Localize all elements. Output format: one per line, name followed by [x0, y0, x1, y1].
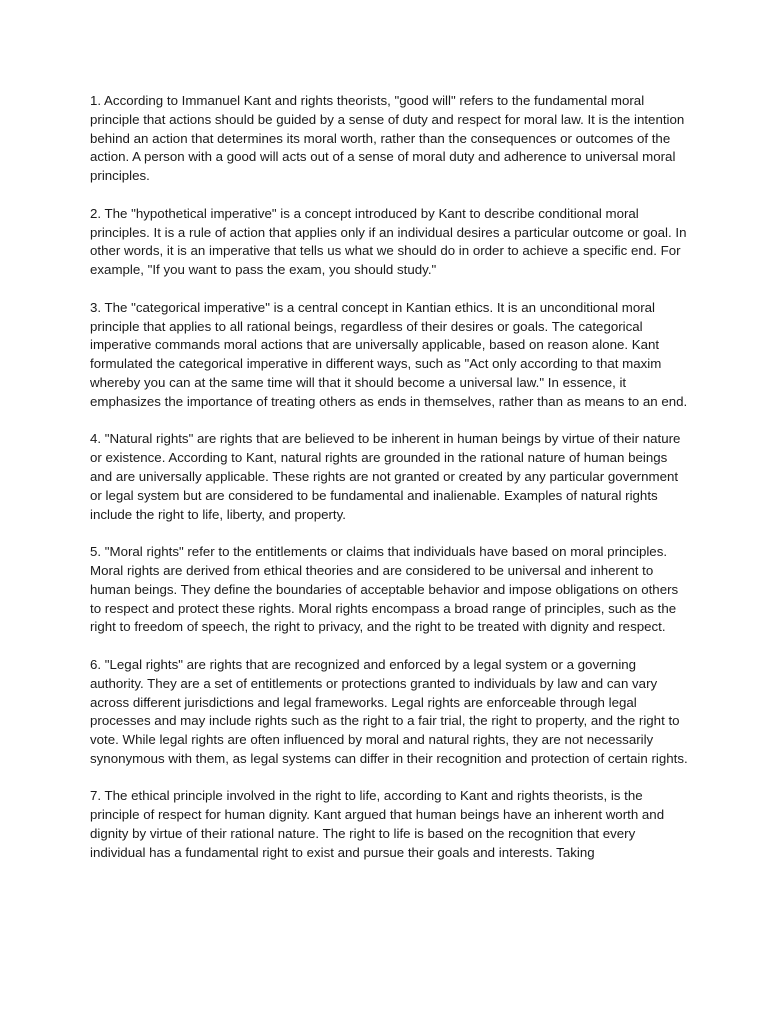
document-page: [90, 92, 690, 881]
paragraph-2: 2. The "hypothetical imperative" is a concept introduced by Kant to describe conditional moral principles. It is a rule of action that applies only if an individual desires a particular outcome or goal. In other words, it is an imperative that tells us what we should do in order to achieve a specific end. For example, "If you want to pass the exam, you should study.": [90, 205, 687, 278]
paragraph-5: 5. "Moral rights" refer to the entitlements or claims that individuals have based on moral principles. Moral rights are derived from ethical theories and are considered to be universal and inherent to human beings. They define the boundaries of acceptable behavior and impose obligations on others to respect and protect these rights. Moral rights encompass a broad range of principles, such as the right to freedom of speech, the right to privacy, and the right to be treated with dignity and respect.: [90, 544, 679, 635]
paragraph-4: 4. "Natural rights" are rights that are believed to be inherent in human beings by virtue of their nature or existence. According to Kant, natural rights are grounded in the rational nature of human beings and are universally applicable. These rights are not granted or created by any particular government or legal system but are considered to be fundamental and inalienable. Examples of natural rights include the right to life, liberty, and property.: [90, 431, 681, 522]
paragraph-6: 6. "Legal rights" are rights that are recognized and enforced by a legal system or a governing authority. They are a set of entitlements or protections granted to individuals by law and can vary across different jurisdictions and legal frameworks. Legal rights are enforceable through legal processes and may include rights such as the right to a fair trial, the right to property, and the right to vote. While legal rights are often influenced by moral and natural rights, they are not necessarily synonymous with them, as legal systems can differ in their recognition and protection of certain rights.: [90, 656, 688, 766]
paragraph-3: 3. The "categorical imperative" is a central concept in Kantian ethics. It is an unconditional moral principle that applies to all rational beings, regardless of their desires or goals. The categorical imperative commands moral actions that are universally applicable, based on reason alone. Kant formulated the categorical imperative in different ways, such as "Act only according to that maxim whereby you can at the same time will that it should become a universal law." In essence, it emphasizes the importance of treating others as ends in themselves, rather than as means to an end.: [90, 299, 688, 409]
paragraph-1: 1. According to Immanuel Kant and rights theorists, "good will" refers to the fundamental moral principle that actions should be guided by a sense of duty and respect for moral law. It is the intention behind an action that determines its moral worth, rather than the consequences or outcomes of the action. A person with a good will acts out of a sense of moral duty and adherence to universal moral principles.: [90, 93, 685, 184]
paragraph-7: 7. The ethical principle involved in the right to life, according to Kant and rights theorists, is the principle of respect for human dignity. Kant argued that human beings have an inherent worth and dignity by virtue of their rational nature. The right to life is based on the recognition that every individual has a fundamental right to exist and pursue their goals and interests. Taking: [90, 788, 665, 860]
